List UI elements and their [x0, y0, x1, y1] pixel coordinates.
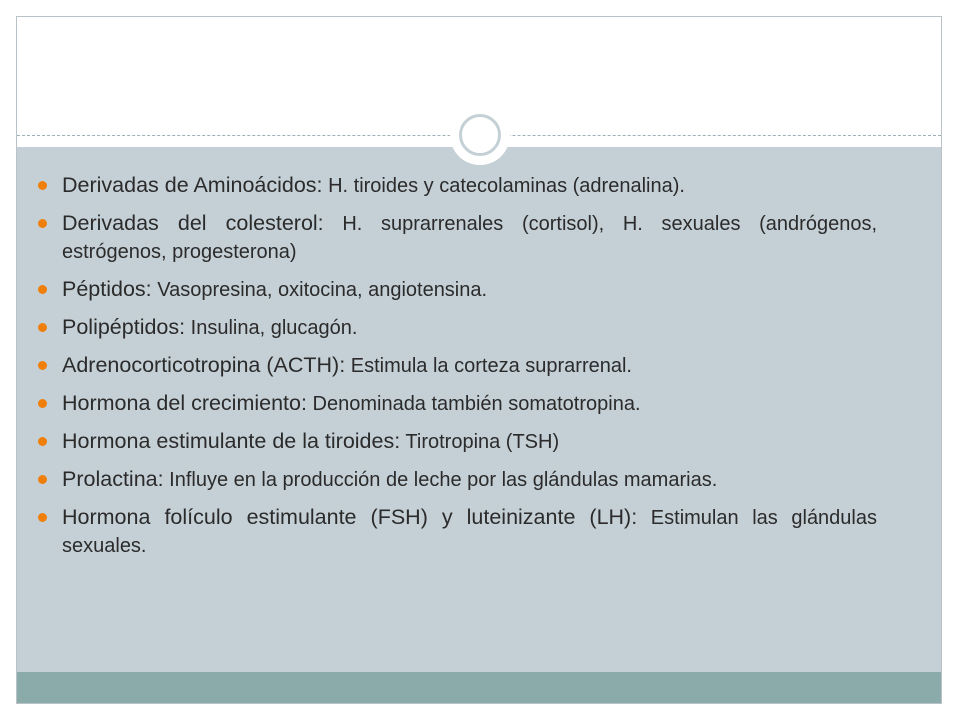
list-item	[37, 465, 877, 494]
footer-bar	[17, 672, 941, 704]
bullet-dot-icon	[38, 181, 47, 190]
item-description: H. tiroides y catecolaminas (adrenalina).	[322, 175, 685, 197]
list-item	[37, 171, 877, 200]
item-lead: Polipéptidos:	[62, 315, 186, 339]
item-lead: Derivadas de Aminoácidos:	[62, 173, 323, 197]
list-item	[37, 427, 877, 456]
item-lead: Hormona estimulante de la tiroides:	[62, 429, 401, 453]
bullet-dot-icon	[38, 323, 47, 332]
list-item	[37, 209, 877, 266]
slide	[16, 16, 942, 704]
bullet-dot-icon	[38, 219, 47, 228]
item-lead: Prolactina:	[62, 467, 164, 491]
item-description: Vasopresina, oxitocina, angiotensina.	[151, 279, 488, 301]
hormone-list	[37, 171, 877, 569]
item-lead: Hormona del crecimiento:	[62, 391, 307, 415]
list-item	[37, 503, 877, 560]
item-lead: Péptidos:	[62, 277, 152, 301]
list-item	[37, 389, 877, 418]
item-description: Estimula la corteza suprarrenal.	[345, 355, 632, 377]
divider-ring-icon	[459, 114, 501, 156]
item-description: Estimulan las glándulas sexuales.	[62, 507, 877, 557]
bullet-dot-icon	[38, 285, 47, 294]
bullet-dot-icon	[38, 475, 47, 484]
bullet-dot-icon	[38, 437, 47, 446]
bullet-dot-icon	[38, 361, 47, 370]
list-item	[37, 275, 877, 304]
bullet-dot-icon	[38, 513, 47, 522]
list-item	[37, 351, 877, 380]
bullet-dot-icon	[38, 399, 47, 408]
item-description: Denominada también somatotropina.	[306, 393, 641, 415]
item-lead: Adrenocorticotropina (ACTH):	[62, 353, 346, 377]
item-description: Influye en la producción de leche por las glándulas mamarias.	[163, 469, 718, 491]
item-lead: Derivadas del colesterol:	[62, 211, 324, 235]
item-description: H. suprarrenales (cortisol), H. sexuales (andrógenos, estrógenos, progesterona)	[62, 213, 877, 263]
item-description: Insulina, glucagón.	[185, 317, 358, 339]
item-lead: Hormona folículo estimulante (FSH) y luteinizante (LH):	[62, 505, 638, 529]
list-item	[37, 313, 877, 342]
item-description: Tirotropina (TSH)	[400, 431, 560, 453]
